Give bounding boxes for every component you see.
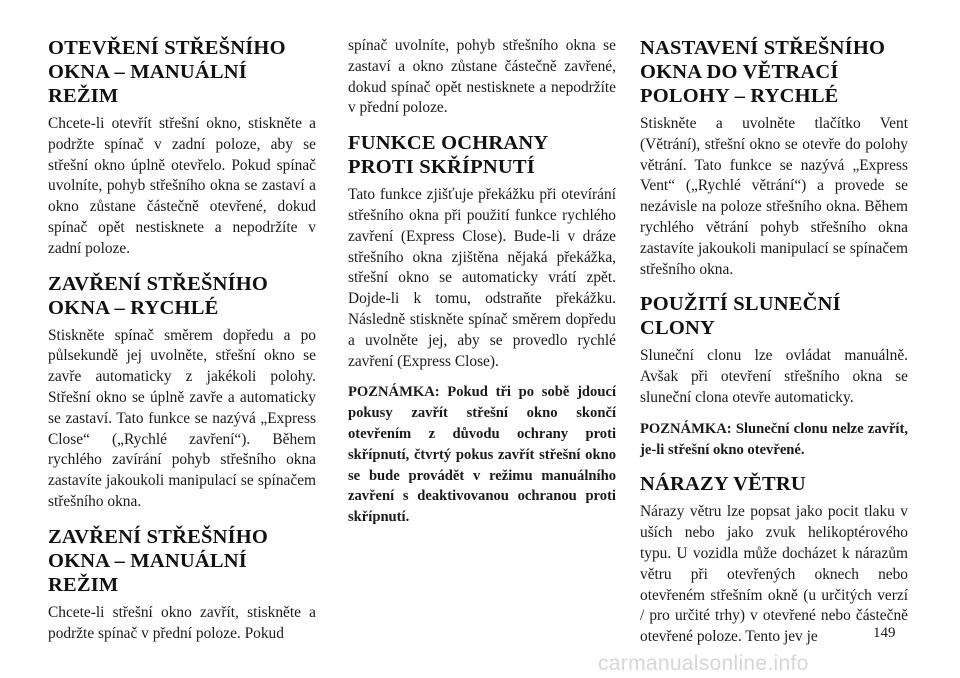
heading-open-manual: OTEVŘENÍ STŘEŠNÍHO OKNA – MANUÁLNÍ REŽIM <box>48 37 286 107</box>
heading-express-vent: NASTAVENÍ STŘEŠNÍHO OKNA DO VĚTRACÍ POLOHY – RYCHLÉ <box>640 37 886 107</box>
heading-wind-buffeting: NÁRAZY VĚTRU <box>640 473 806 496</box>
note-pinch-protection: POZNÁMKA: Pokud tři po sobě jdoucí pokusy zavřít střešní okno skončí otevřením z důvodu ochrany proti skřípnutí, čtvrtý pokus zavřít střešní okno se bude provádět v režimu manuálního zavření s deaktivovanou ochranou proti skřípnutí. <box>348 384 616 526</box>
paragraph-express-vent: Stiskněte a uvolněte tlačítko Vent (Větrání), střešní okno se otevře do polohy větrání. Tato funkce se nazývá „Express Vent“ („Rychlé větrání“) a provede se nezávisle na poloze střešního okna. Během rychlého větrání pohyb střešního okna zastavíte jakoukoli manipulací se spínačem střešního okna. <box>640 115 908 278</box>
column-1 <box>48 36 316 654</box>
paragraph-wind-buffeting: Nárazy větru lze popsat jako pocit tlaku v uších nebo jako zvuk helikoptérového typu. U vozidla může docházet k nárazům větru při otevřených oknech nebo otevřeném střešním okně (u určitých verzí / pro určité trhy) v otevřené nebo částečně otevřené poloze. Tento jev je <box>640 503 908 646</box>
paragraph-close-manual-continued: spínač uvolníte, pohyb střešního okna se zastaví a okno zůstane částečně zavřené, dokud spínač opět nestisknete a nepodržíte v přední poloze. <box>348 37 616 117</box>
paragraph-close-express: Stiskněte spínač směrem dopředu a po půlsekundě jej uvolněte, střešní okno se zavře automaticky z jakékoli polohy. Střešní okno se úplně zavře a automaticky se zastaví. Tato funkce se nazývá „Express Close“ („Rychlé zavření“). Během rychlého zavírání pohyb střešního okna zastavíte jakoukoli manipulací se spínačem střešního okna. <box>48 326 316 510</box>
watermark-text: carmanualsonline.info <box>598 652 809 675</box>
column-3 <box>640 36 908 658</box>
heading-close-manual: ZAVŘENÍ STŘEŠNÍHO OKNA – MANUÁLNÍ REŽIM <box>48 525 269 596</box>
paragraph-pinch-protection: Tato funkce zjišťuje překážku při otevírání střešního okna při použití funkce rychlého zavření (Express Close). Bude-li v dráze střešního okna zjištěna nějaká překážka, střešní okno se automaticky vrátí zpět. Dojde-li k tomu, odstraňte překážku. Následně stiskněte spínač směrem dopředu a uvolněte jej, aby se provedlo rychlé zavření (Express Close). <box>348 186 616 370</box>
paragraph-sunshade: Sluneční clonu lze ovládat manuálně. Avšak při otevření střešního okna se sluneční clona otevře automaticky. <box>640 347 908 406</box>
heading-sunshade: POUŽITÍ SLUNEČNÍ CLONY <box>640 293 841 340</box>
note-sunshade: POZNÁMKA: Sluneční clonu nelze zavřít, je-li střešní okno otevřené. <box>640 420 908 458</box>
column-2 <box>348 36 616 538</box>
heading-pinch-protection: FUNKCE OCHRANY PROTI SKŘÍPNUTÍ <box>348 132 548 179</box>
page-number: 149 <box>873 625 896 641</box>
paragraph-open-manual: Chcete-li otevřít střešní okno, stiskněte a podržte spínač v zadní poloze, aby se střešní okno úplně otevřelo. Pokud spínač uvolníte, pohyb střešního okna se zastaví a okno zůstane částečně otevřené, dokud spínač opět nestisknete a nepodržíte v zadní poloze. <box>48 115 316 257</box>
heading-close-express: ZAVŘENÍ STŘEŠNÍHO OKNA – RYCHLÉ <box>48 272 269 319</box>
paragraph-close-manual: Chcete-li střešní okno zavřít, stiskněte a podržte spínač v přední poloze. Pokud <box>48 603 316 642</box>
